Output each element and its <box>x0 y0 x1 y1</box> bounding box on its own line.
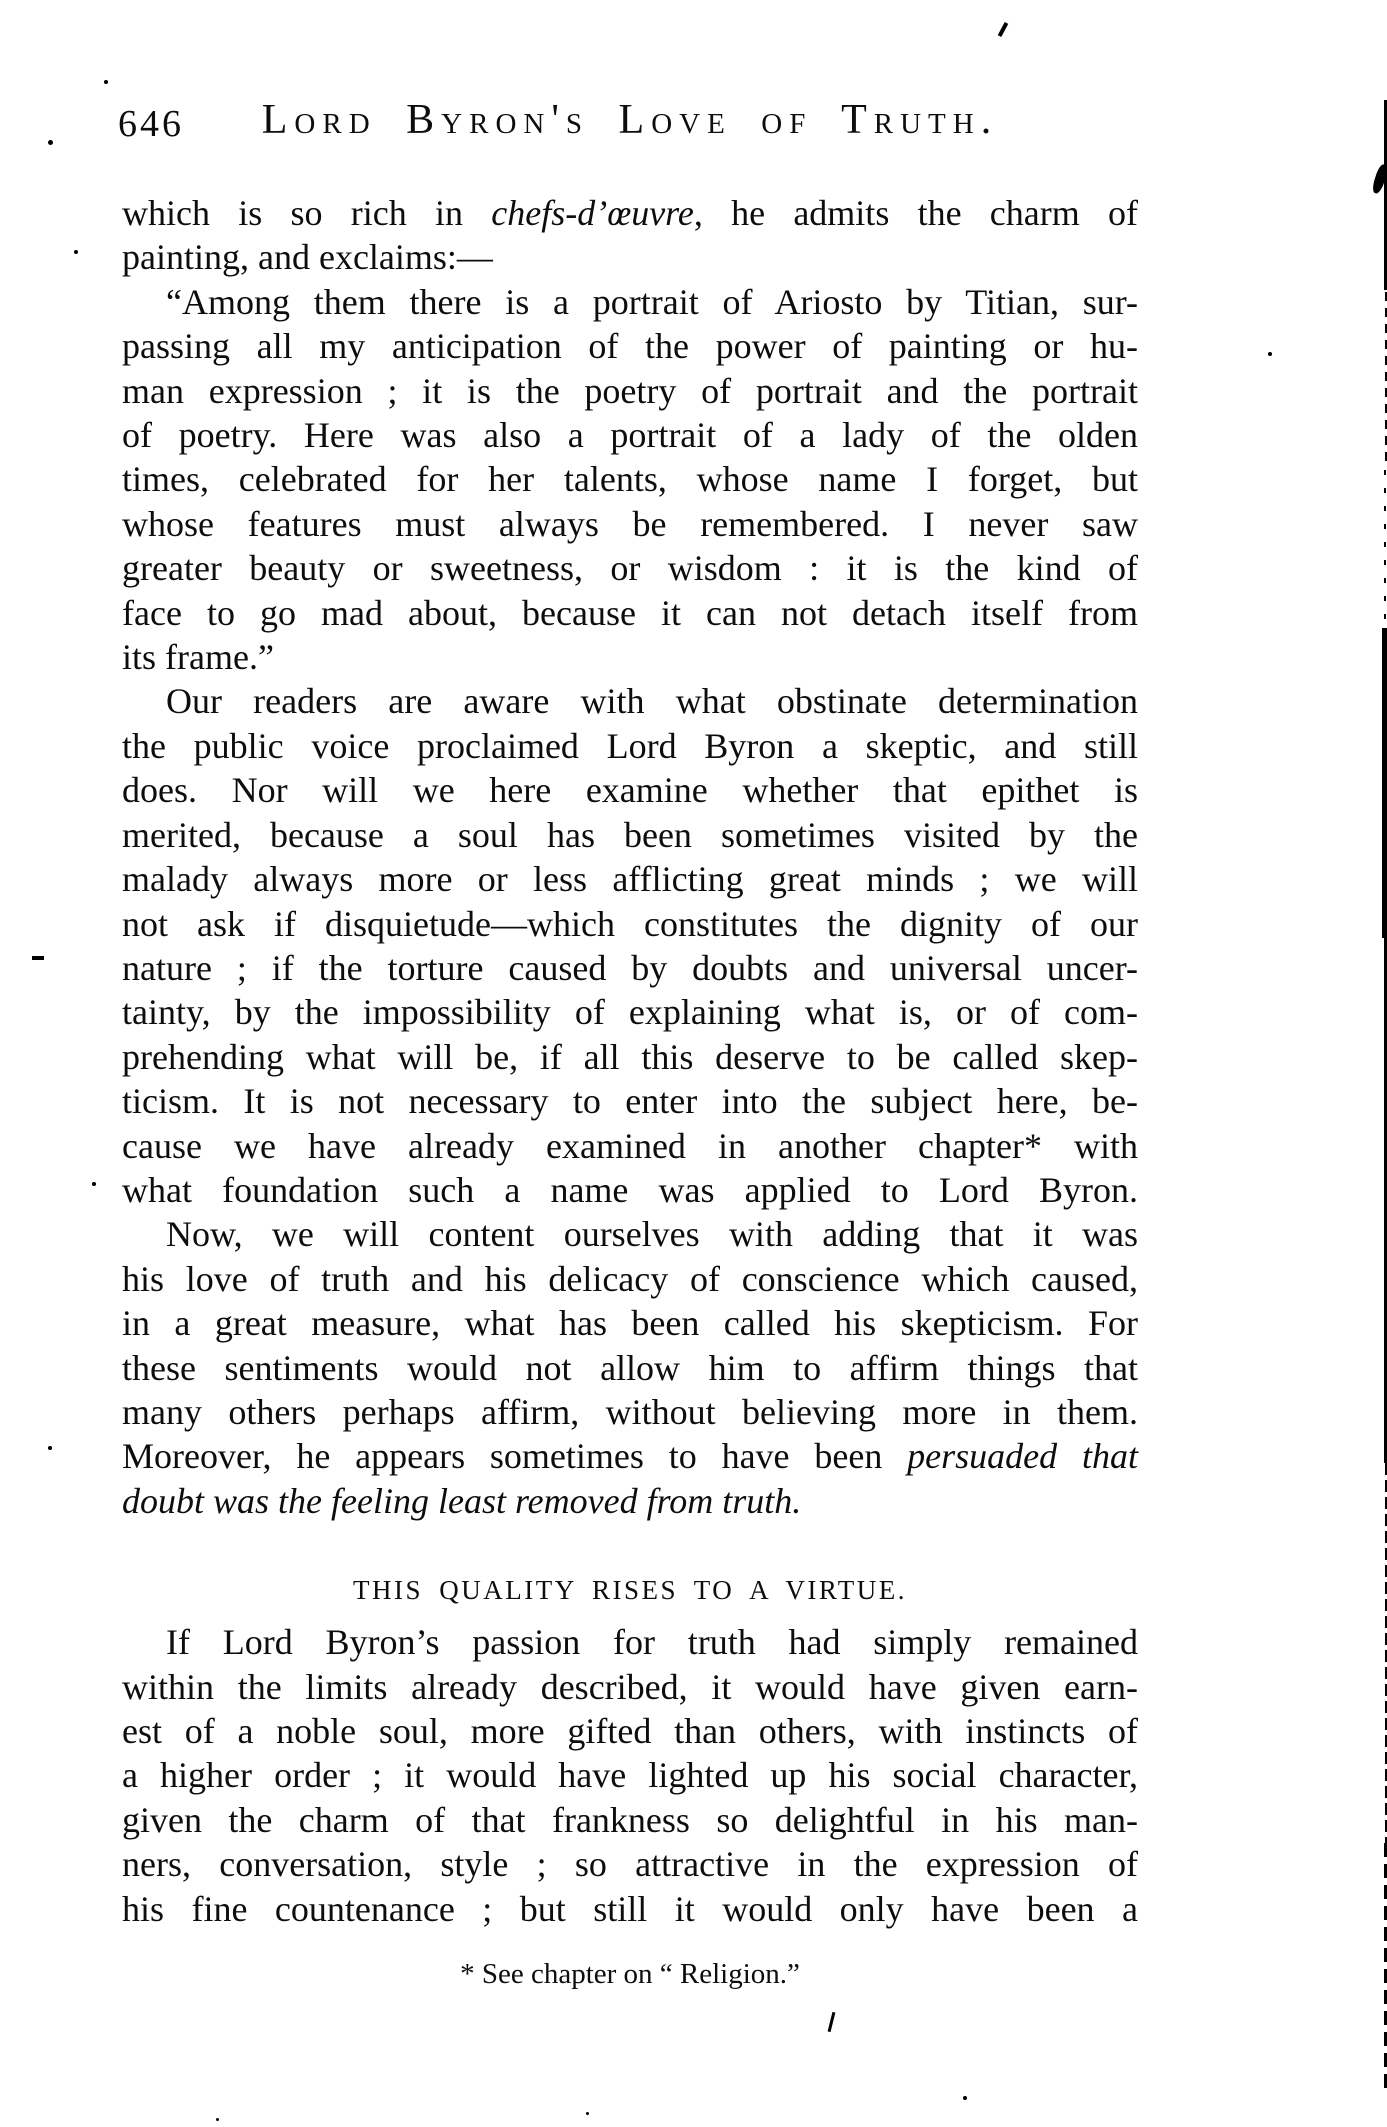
text-line: its frame.” <box>122 637 274 678</box>
text-line: what foundation such a name was applied to Lord Byron. <box>122 1169 1138 1210</box>
text-line: face to go mad about, because it can not detach itself from <box>122 592 1138 633</box>
text-line: malady always more or less afflicting great minds ; we will <box>122 859 1138 900</box>
text-line: Our readers are aware with what obstinate determination <box>166 681 1138 722</box>
text-line: tainty, by the impossibility of explaining what is, or of com- <box>122 992 1138 1033</box>
text-line: doubt was the feeling least removed from truth. <box>122 1480 802 1521</box>
text-line: nature ; if the torture caused by doubts and universal uncer- <box>122 947 1138 988</box>
scan-edge-line <box>1382 628 1387 938</box>
paragraph <box>122 1212 1138 1523</box>
text-line: his love of truth and his delicacy of conscience which caused, <box>122 1258 1138 1299</box>
paragraph <box>122 280 1138 680</box>
scan-speck <box>998 22 1009 37</box>
text-line: Moreover, he appears sometimes to have been persuaded that <box>122 1436 1138 1477</box>
scan-speck <box>963 2096 967 2100</box>
text-line: these sentiments would not allow him to affirm things that <box>122 1347 1138 1388</box>
text-line: greater beauty or sweetness, or wisdom : it is the kind of <box>122 548 1138 589</box>
text-line: many others perhaps affirm, without believing more in them. <box>122 1391 1138 1432</box>
text-line: man expression ; it is the poetry of portrait and the portrait <box>122 370 1138 411</box>
paragraph <box>122 1620 1138 1931</box>
text-line: within the limits already described, it would have given earn- <box>122 1666 1138 1707</box>
text-line: his fine countenance ; but still it would only have been a <box>122 1888 1138 1929</box>
text-line: painting, and exclaims:— <box>122 237 493 278</box>
scan-speck <box>828 2012 836 2032</box>
scan-speck <box>74 250 78 254</box>
text-line: “Among them there is a portrait of Ariosto by Titian, sur- <box>166 281 1138 322</box>
text-line: ticism. It is not necessary to enter into the subject here, be- <box>122 1081 1138 1122</box>
text-line: est of a noble soul, more gifted than others, with instincts of <box>122 1711 1138 1751</box>
paragraph <box>122 191 1138 280</box>
text-line: ners, conversation, style ; so attractive in the expression of <box>122 1844 1138 1885</box>
section-heading: THIS QUALITY RISES TO A VIRTUE. <box>353 1575 907 1606</box>
text-line: does. Nor will we here examine whether that epithet is <box>122 770 1138 811</box>
scan-speck <box>216 2118 219 2121</box>
text-line: in a great measure, what has been called his skepticism. For <box>122 1303 1138 1344</box>
text-line: not ask if disquietude—which constitutes the dignity of our <box>122 903 1138 944</box>
scan-speck <box>104 80 108 84</box>
text-line: the public voice proclaimed Lord Byron a skeptic, and still <box>122 725 1138 766</box>
text-line: If Lord Byron’s passion for truth had simply remained <box>166 1622 1138 1663</box>
running-title: Lord Byron's Love of Truth. <box>261 97 999 143</box>
text-line: Now, we will content ourselves with adding that it was <box>166 1214 1138 1255</box>
text-line: merited, because a soul has been sometimes visited by the <box>122 814 1138 855</box>
paragraph <box>122 679 1138 1212</box>
text-line: cause we have already examined in another chapter* with <box>122 1125 1138 1166</box>
page-number: 646 <box>118 103 184 145</box>
scan-speck <box>1268 352 1272 356</box>
text-line: given the charm of that frankness so delightful in his man- <box>122 1799 1138 1840</box>
scan-speck <box>32 956 44 960</box>
text-line: passing all my anticipation of the power of painting or hu- <box>122 326 1138 367</box>
scan-speck <box>92 1182 96 1186</box>
text-line: of poetry. Here was also a portrait of a lady of the olden <box>122 415 1138 456</box>
text-line: whose features must always be remembered. I never saw <box>122 503 1138 544</box>
scan-speck <box>586 2112 589 2115</box>
footnote: * See chapter on “ Religion.” <box>460 1958 800 1991</box>
text-line: prehending what will be, if all this deserve to be called skep- <box>122 1036 1138 1077</box>
text-line: times, celebrated for her talents, whose name I forget, but <box>122 459 1138 500</box>
scan-edge-line <box>1384 470 1386 628</box>
text-line: a higher order ; it would have lighted up his social character, <box>122 1755 1138 1796</box>
scan-speck <box>48 140 53 145</box>
scan-speck <box>48 1446 52 1450</box>
text-line: which is so rich in chefs-d’œuvre, he admits the charm of <box>122 193 1138 233</box>
page-text-column <box>122 191 1138 1992</box>
page-header <box>118 96 1138 150</box>
